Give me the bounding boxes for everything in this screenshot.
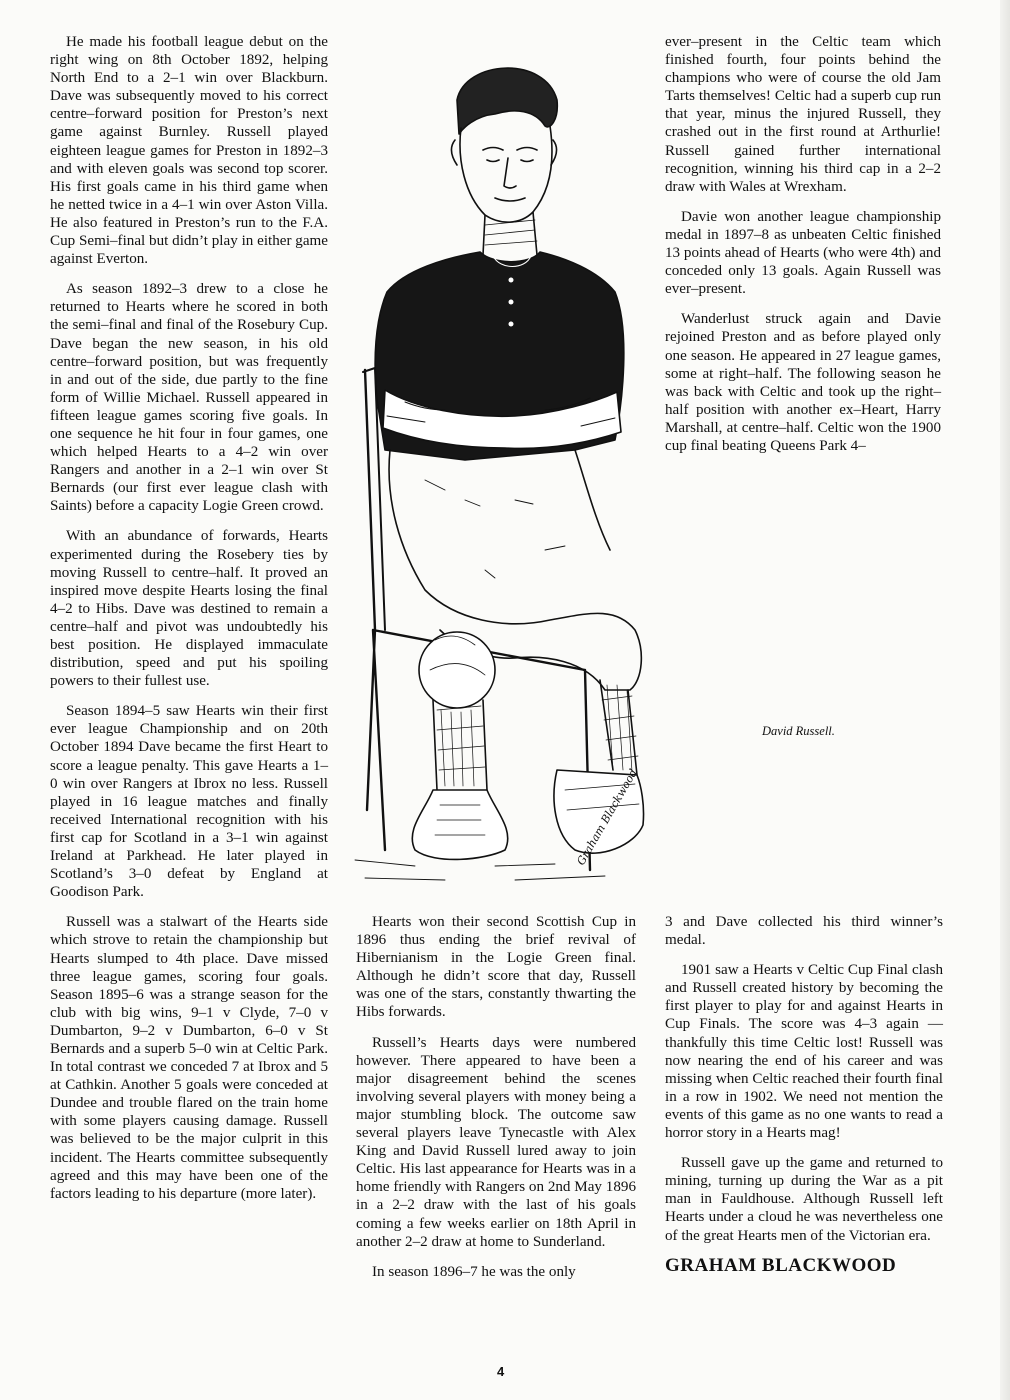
paragraph: In season 1896–7 he was the only (372, 1263, 576, 1280)
article-column-2 (356, 913, 636, 1293)
paragraph: Season 1894–5 saw Hearts win their first ever league Championship and on 20th October 1894 Dave became the first Heart to score a league penalty. This gave Hearts a 1–0 win over Rangers at Ibrox no less. Russell played in 16 league matches and finally received International recognition with his first cap for Scotland in a 3–1 win against Ireland at Parkhead. He later played in Scotland’s 3–0 defeat by England at Goodison Park. (50, 703, 328, 901)
article-column-3-top (665, 33, 941, 467)
paragraph: Russell’s Hearts days were numbered however. There appeared to have been a major disagreement behind the scenes involving several players with money being a major stumbling block. The outcome saw several players leave Tynecastle with Alex King and David Russell lured away to join Celtic. His last appearance for Hearts was in a home friendly with Rangers on 2nd May 1896 in a 2–2 draw with the last of his goals coming a few weeks earlier on 18th April in another 2–2 draw at home to Sunderland. (356, 1034, 636, 1250)
article-column-1 (50, 33, 328, 1215)
paragraph: 1901 saw a Hearts v Celtic Cup Final clash and Russell created history by becoming the first player to play for and against Hearts in Cup Finals. The score was 4–3 again — thankfully this time Celtic lost! Russell was now nearing the end of his career and was missing when Celtic reached their fourth final in a row in 1902. We need not mention the events of this game as no one wants to read a horror story in a Hearts mag! (665, 962, 943, 1142)
paragraph: ever–present in the Celtic team which finished fourth, four points behind the champions who were of course the old Jam Tarts themselves! Celtic had a superb cup run that year, minus the injured Russell, they crashed out in the first round at Arthurlie! Russell gained further international recognition, winning his third cap in a 2–2 draw with Wales at Wrexham. (665, 34, 941, 195)
paragraph: Davie won another league championship medal in 1897–8 as unbeaten Celtic finished 13 points ahead of Hearts (who were 4th) and conceded only 13 goals. Again Russell was ever–present. (665, 208, 941, 298)
paragraph: He made his football league debut on the right wing on 8th October 1892, helping North End to a 2–1 win over Blackburn. Dave was subsequently moved to his correct centre–forward position for Preston’s next game against Burnley. Russell played eighteen league games for Preston in 1892–3 and with eleven goals was second top scorer. His first goals came in his third game when he netted twice in a 4–1 win over Aston Villa. He also featured in Preston’s run to the F.A. Cup Semi–final but didn’t play in either game against Everton. (50, 34, 328, 268)
page-number: 4 (497, 1364, 505, 1379)
artist-signature: Graham Blackwood (574, 766, 641, 868)
paragraph: Wanderlust struck again and Davie rejoined Preston and as before played only one season. He appeared in 27 league games, some at right–half. The following season he was back with Celtic and took up the right–half position with another ex–Heart, Harry Marshall, at centre–half. Celtic won the 1900 cup final beating Queens Park 4– (665, 311, 941, 454)
author-byline: GRAHAM BLACKWOOD (665, 1254, 897, 1276)
paragraph: Russell was a stalwart of the Hearts side which strove to retain the championship but Hearts slumped to 4th place. Dave missed three league games, scoring four goals. Season 1895–6 was a strange season for the club with big wins, 9–1 v Clyde, 7–0 v Dumbarton, 9–2 v Dumbarton, 6–0 v St Bernards and a superb 5–0 win at Celtic Park. In total contrast we conceded 7 at Ibrox and 5 at Cathkin. Another 5 goals were conceded at Dundee and trouble flared on the train home with some players causing damage. Russell was believed to be the major culprit in this incident. The Hearts committee subsequently agreed and this may have been one of the factors leading to his departure (more later). (50, 914, 328, 1202)
illustration-caption: David Russell. (762, 724, 835, 738)
player-portrait-illustration (345, 30, 645, 890)
paragraph: 3 and Dave collected his third winner’s medal. (665, 914, 943, 949)
paragraph: As season 1892–3 drew to a close he returned to Hearts where he scored in both the semi–final and final of the Rosebury Cup. Dave began the new season, in his old centre–forward position, but was frequently in and out of the side, due partly to the fine form of Willie Michael. Russell appeared in fifteen league games scoring five goals. In one sequence he hit four in four games, one which helped Hearts to a 4–2 win over Rangers and another in a 2–1 win over St Bernards (our first ever league clash with Saints) before a capacity Logie Green crowd. (50, 281, 328, 515)
paragraph: Russell gave up the game and returned to mining, turning up during the War as a pit man in Fauldhouse. Although Russell left Hearts under a cloud he was nevertheless one of the great Hearts men of the Victorian era. (665, 1155, 943, 1244)
page-edge-shadow (1000, 0, 1010, 1400)
article-column-3-bottom (665, 913, 943, 1287)
paragraph: Hearts won their second Scottish Cup in 1896 thus ending the brief revival of Hibernianism in the Logie Green final. Although he didn’t score that day, Russell was one of the stars, constantly thwarting the Hibs forwards. (356, 914, 636, 1021)
paragraph: With an abundance of forwards, Hearts experimented during the Rosebery ties by moving Russell to centre–half. It proved an inspired move despite Hearts losing the final 4–2 to Hibs. Dave was destined to remain a centre–half and pivot was undoubtedly his best position. He displayed immaculate distribution, speed and put his spoiling powers to their fullest use. (50, 528, 328, 690)
